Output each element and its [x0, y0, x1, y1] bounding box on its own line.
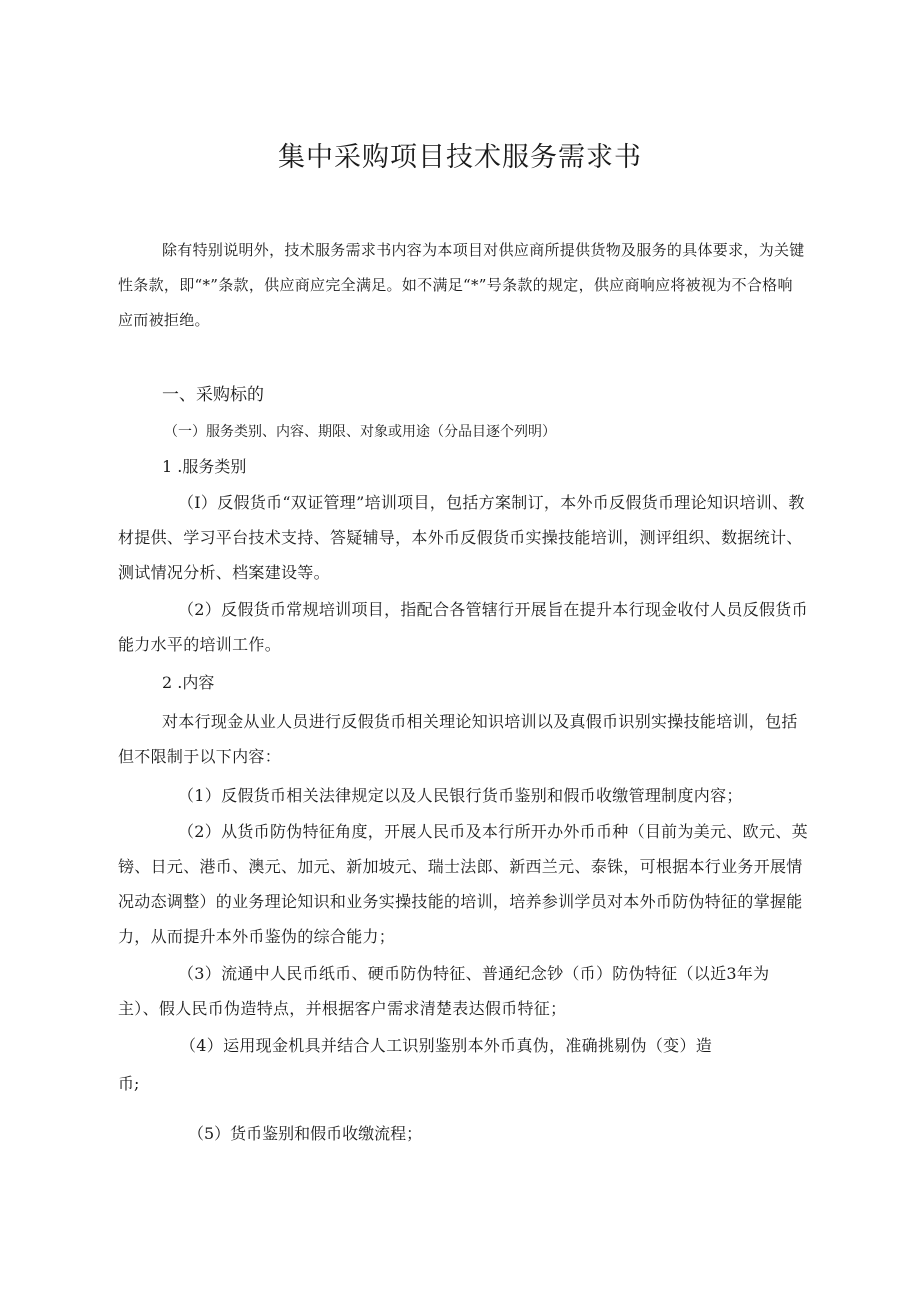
document-title: 集中采购项目技术服务需求书 [278, 142, 642, 173]
item-heading-service-type: 1 .服务类别 [162, 457, 247, 476]
paragraph-content-lead: 对本行现金从业人员进行反假货币相关理论知识培训以及真假币识别实操技能培训，包括但不限制于以下内容： [118, 712, 798, 766]
content-item-4: （4）运用现金机具并结合人工识别鉴别本外币真伪，准确挑剔伪（变）造 [180, 1036, 713, 1055]
intro-paragraph: 除有特别说明外，技术服务需求书内容为本项目对供应商所提供货物及服务的具体要求，为关键性条款，即“*”条款，供应商应完全满足。如不满足“*”号条款的规定，供应商响应将被视为不合格响应而被拒绝。 [118, 241, 805, 329]
content-item-2: （2）从货币防伪特征角度，开展人民币及本行所开办外币币种（目前为美元、欧元、英镑、日元、港币、澳元、加元、新加坡元、瑞士法郎、新西兰元、泰铢，可根据本行业务开展情况动态调整）的业务理论知识和业务实操技能的培训，培养参训学员对本外币防伪特征的掌握能力，从而提升本外币鉴伪的综合能力； [118, 822, 808, 946]
content-item-3: （3）流通中人民币纸币、硬币防伪特征、普通纪念钞（币）防伪特征（以近3年为主）、假人民币伪造特点，并根据客户需求清楚表达假币特征； [118, 964, 770, 1018]
subsection-heading-service-category: （一）服务类别、内容、期限、对象或用途（分品目逐个列明） [164, 424, 556, 440]
content-item-5: （5）货币鉴别和假币收缴流程； [188, 1124, 423, 1143]
content-item-1: （1）反假货币相关法律规定以及人民银行货币鉴别和假币收缴管理制度内容； [178, 786, 743, 805]
paragraph-dual-certificate-training: （I）反假货币“双证管理”培训项目，包括方案制订，本外币反假货币理论知识培训、教材提供、学习平台技术支持、答疑辅导，本外币反假货币实操技能培训，测评组织、数据统计、测试情况分析、档案建设等。 [118, 493, 805, 582]
item-heading-content: 2 .内容 [162, 673, 215, 692]
content-item-4-continuation: 币; [118, 1074, 140, 1093]
section-heading-procurement-subject: 一、采购标的 [162, 385, 264, 405]
paragraph-regular-training: （2）反假货币常规培训项目，指配合各管辖行开展旨在提升本行现金收付人员反假货币能力水平的培训工作。 [118, 600, 808, 654]
